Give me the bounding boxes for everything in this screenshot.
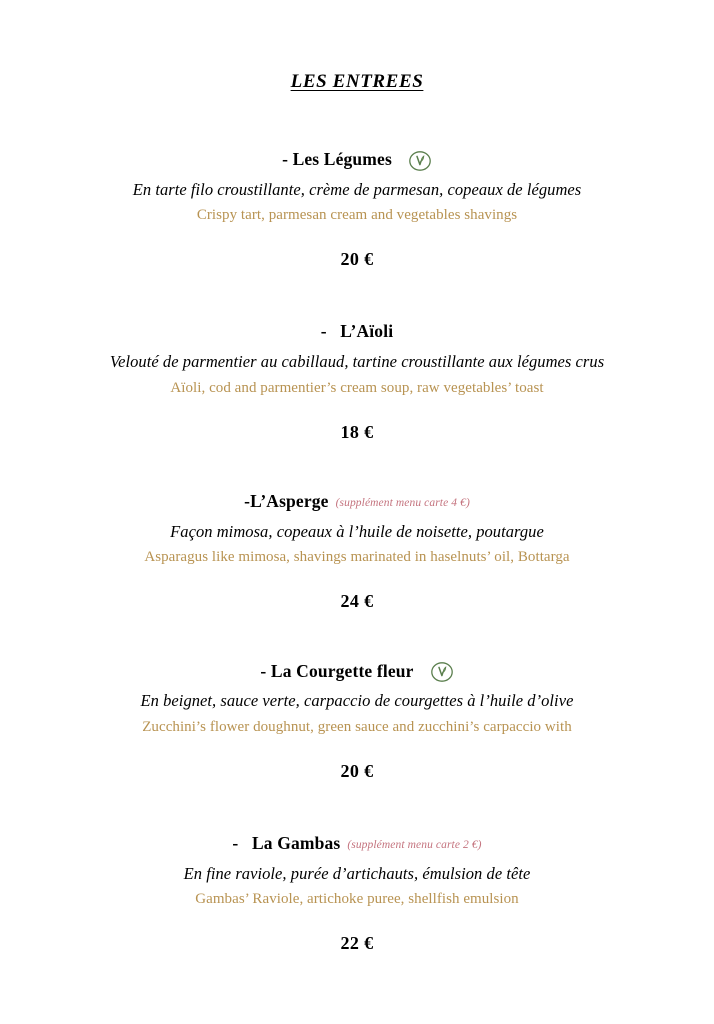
menu-item [0,443,714,613]
menu-item-supplement: (supplément menu carte 2 €) [347,838,482,851]
menu-item-title-row [0,148,714,172]
menu-item-description-fr: En tarte filo croustillante, crème de parmesan, copeaux de légumes [132,179,582,199]
menu-item-supplement: (supplément menu carte 4 €) [335,496,470,509]
menu-item-description-en: Gambas’ Raviole, artichoke puree, shellfish emulsion [195,891,519,908]
menu-item-description-fr: En fine raviole, purée d’artichauts, émulsion de tête [183,863,531,883]
menu-item-price: 20 € [340,249,374,270]
menu-item-price: 24 € [340,591,374,612]
menu-item-price: 18 € [340,421,374,442]
vegetarian-leaf-icon [408,149,432,173]
menu-item-title-row [0,832,714,856]
menu-item-title: - Les Légumes [282,148,392,169]
menu-item-title-row [0,490,714,514]
menu-item-list [0,93,714,955]
menu-item [0,270,714,443]
menu-item-title-row [0,659,714,683]
page-title [0,0,714,93]
menu-item-title: -L’Asperge [244,490,329,511]
menu-item-price: 20 € [340,760,374,781]
menu-item [0,782,714,955]
menu-item-description-en: Aïoli, cod and parmentier’s cream soup, raw vegetables’ toast [170,379,544,396]
menu-item-title-row [0,320,714,344]
menu-item-title: - L’Aïoli [320,321,394,342]
menu-item-description-fr: En beignet, sauce verte, carpaccio de courgettes à l’huile d’olive [140,691,574,711]
vegetarian-leaf-icon [430,660,454,684]
menu-item-title: - La Courgette fleur [260,660,414,681]
menu-item-description-fr: Velouté de parmentier au cabillaud, tartine croustillante aux légumes crus [109,352,605,372]
menu-item [0,612,714,782]
menu-item-description-fr: Façon mimosa, copeaux à l’huile de noisette, poutargue [170,521,544,541]
menu-item-description-en: Asparagus like mimosa, shavings marinated in haselnuts’ oil, Bottarga [144,549,570,566]
menu-item-title: - La Gambas [232,833,341,854]
menu-item [0,93,714,271]
menu-item-description-en: Crispy tart, parmesan cream and vegetables shavings [196,207,518,224]
menu-item-price: 22 € [340,933,374,954]
menu-item-description-en: Zucchini’s flower doughnut, green sauce and zucchini’s carpaccio with [142,718,572,735]
page-title-text: LES ENTREES [290,71,424,92]
